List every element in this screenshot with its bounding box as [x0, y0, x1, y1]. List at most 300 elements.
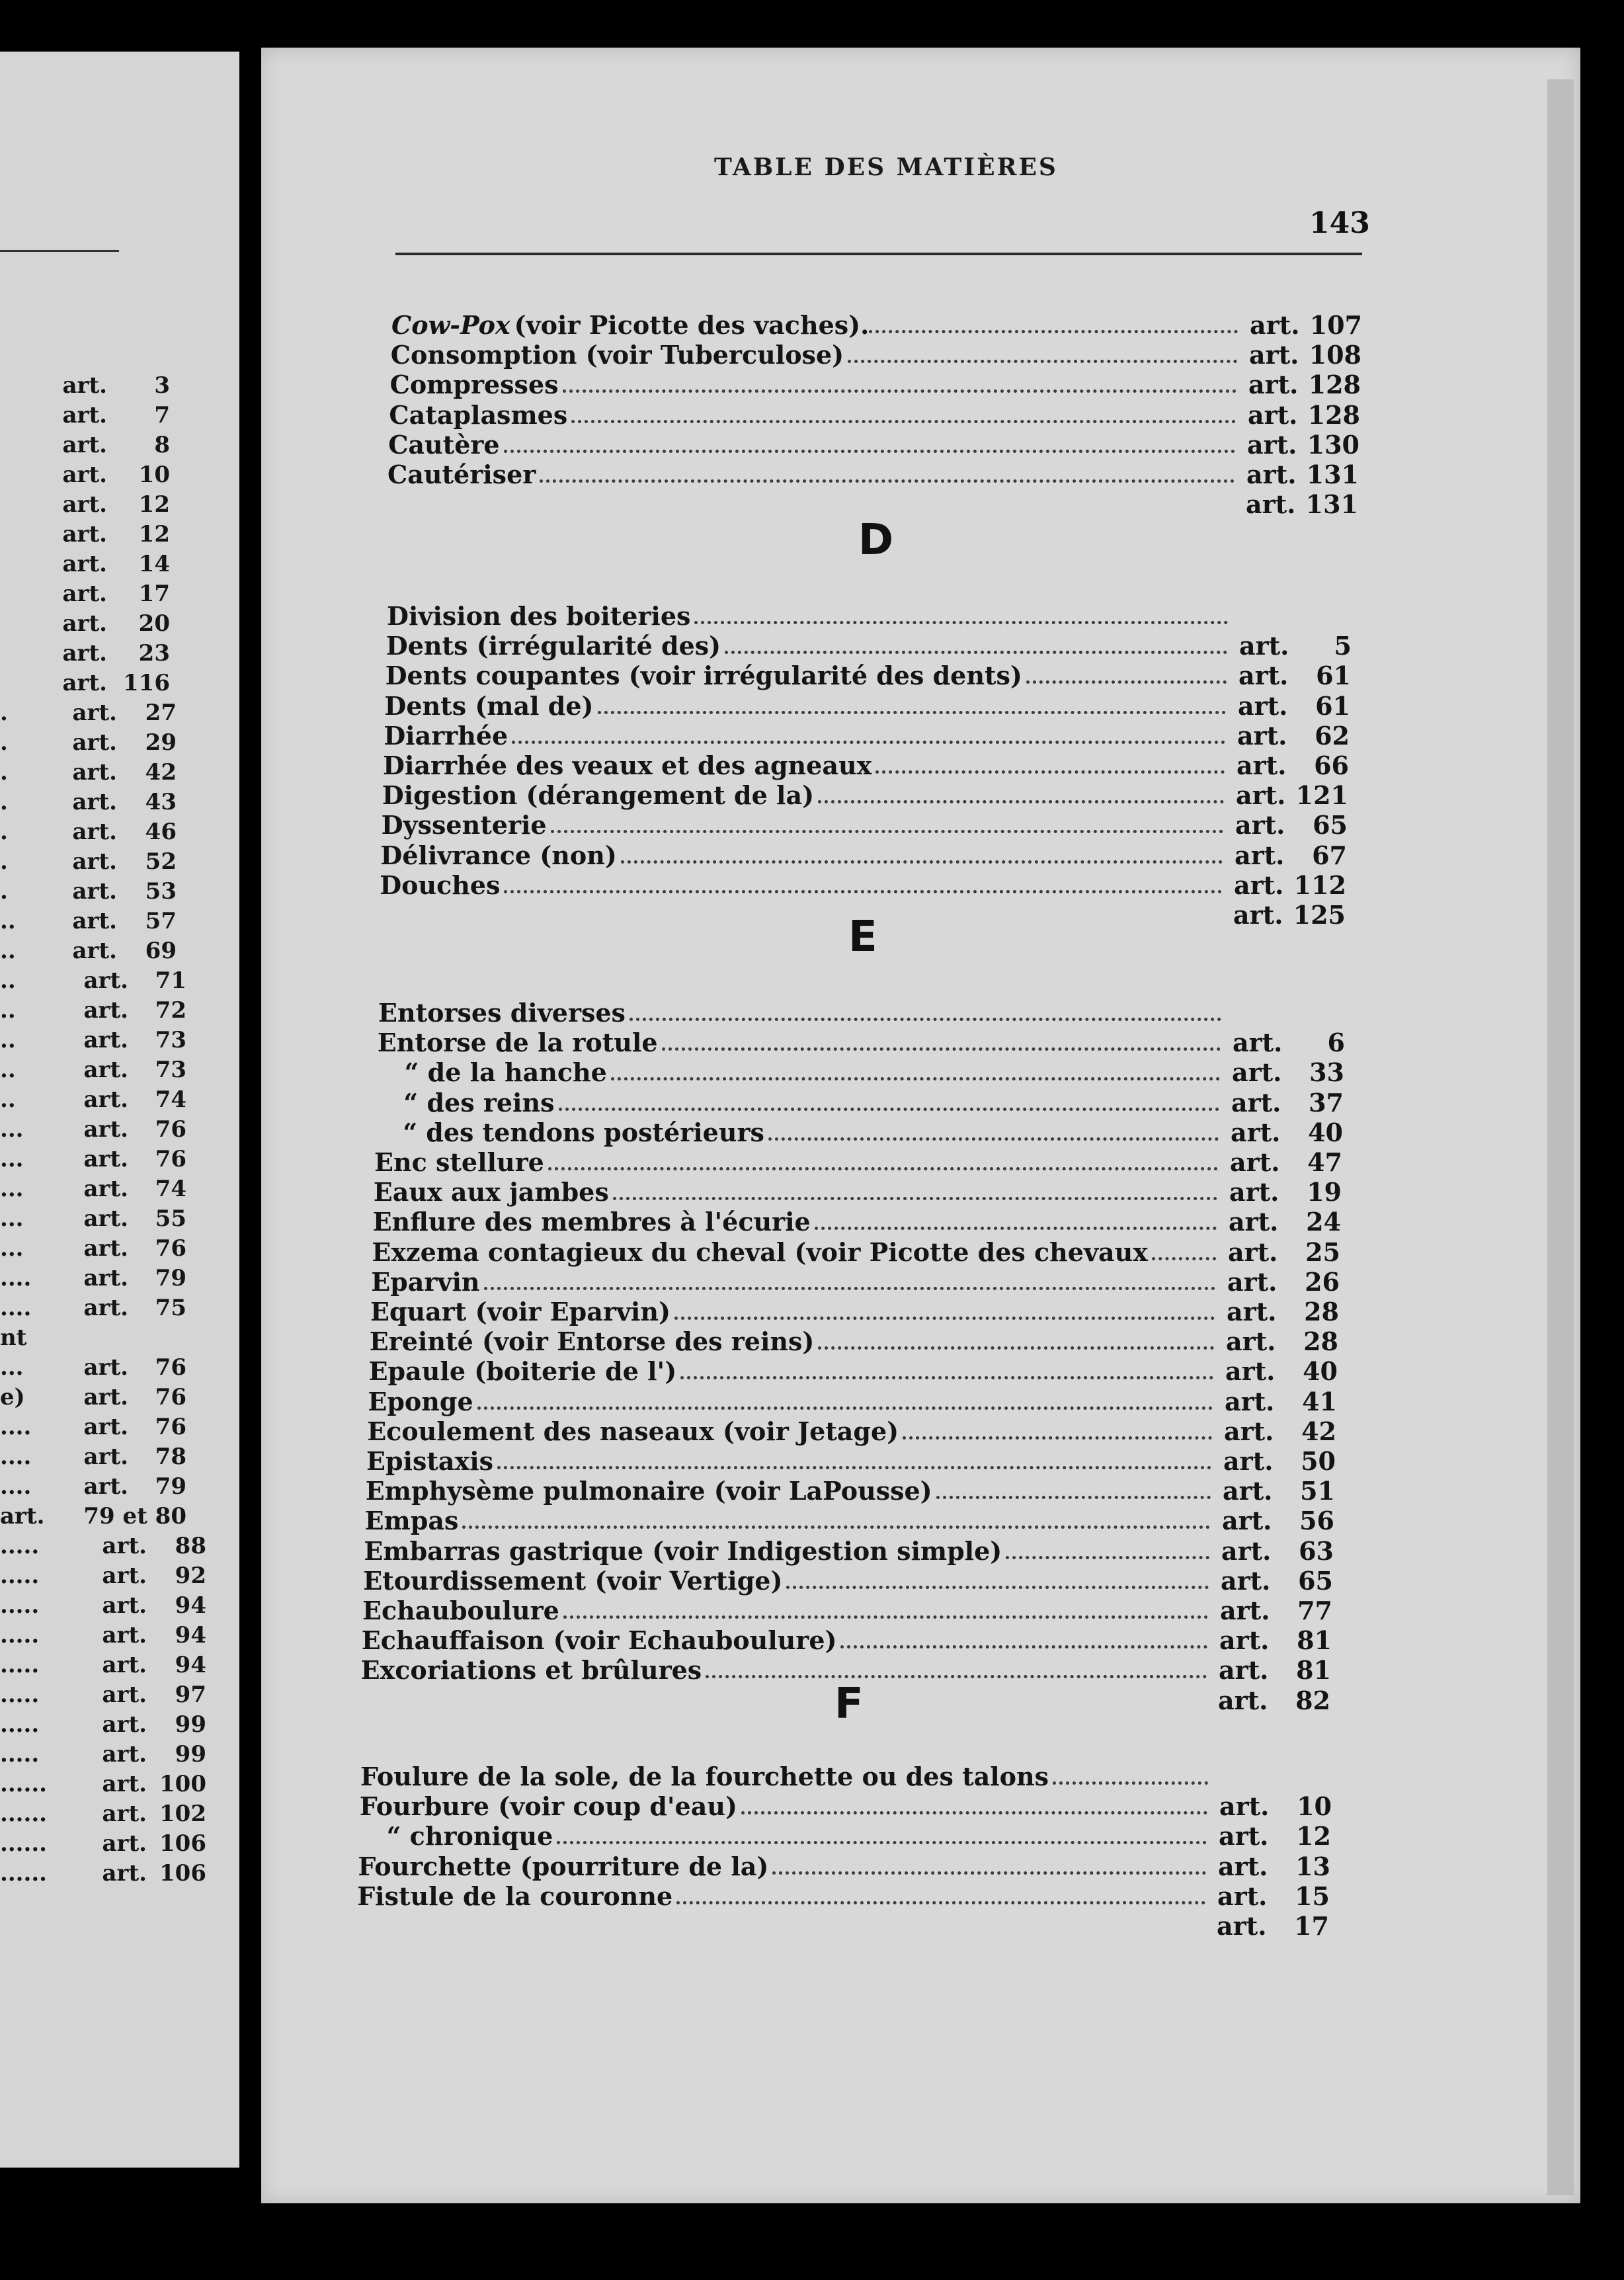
left-index-row	[0, 1473, 239, 1500]
index-entry	[360, 1762, 1332, 1791]
entry-label-suffix: (voir Picotte des vaches).	[514, 310, 870, 340]
dot-leader	[903, 1436, 1212, 1440]
dot-leader	[557, 1841, 1207, 1844]
dot-leader	[1006, 1556, 1209, 1559]
left-row-prefix: ..	[0, 908, 16, 934]
left-row-number: 76	[155, 1235, 186, 1262]
left-row-number: 74	[155, 1176, 186, 1202]
entry-label: Etourdissement (voir Vertige)	[363, 1565, 783, 1596]
dot-leader	[1026, 680, 1227, 684]
left-row-number: 57	[145, 908, 177, 934]
entry-art: art.	[1217, 1881, 1268, 1911]
entry-reference	[1207, 1821, 1331, 1851]
entry-art: art.	[1231, 1057, 1282, 1088]
dot-leader	[484, 1287, 1215, 1290]
entry-number: 77	[1297, 1596, 1332, 1625]
left-row-number: 3	[154, 372, 170, 399]
running-head: TABLE DES MATIÈRES	[714, 153, 1058, 181]
entry-reference	[1238, 310, 1362, 340]
entry-reference	[1237, 340, 1361, 370]
dot-leader	[1152, 1257, 1216, 1260]
entry-art: art.	[1233, 900, 1283, 930]
entry-label: Cautériser	[387, 460, 536, 489]
previous-page-rule	[0, 250, 119, 252]
index-entry	[366, 1477, 1335, 1506]
left-index-row	[0, 967, 239, 994]
entry-reference	[1211, 1446, 1336, 1476]
left-row-number: 20	[138, 610, 170, 637]
index-entry	[391, 341, 1361, 370]
left-row-prefix: ...	[0, 1235, 24, 1262]
entry-number: 128	[1307, 399, 1360, 430]
left-row-number: 69	[145, 938, 177, 964]
left-row-number: 79 et 80	[83, 1503, 186, 1529]
left-row-prefix: art.	[0, 1503, 45, 1529]
left-row-art: art.	[83, 1116, 128, 1143]
entry-number: 41	[1302, 1386, 1337, 1416]
entry-label: Cataplasmes	[389, 399, 568, 430]
left-row-prefix: .	[0, 729, 8, 756]
entry-reference	[1211, 1476, 1335, 1506]
left-row-number: 102	[159, 1801, 206, 1827]
entry-reference	[1221, 1028, 1345, 1057]
left-row-art: art.	[62, 551, 107, 577]
entry-art: art.	[1230, 1147, 1280, 1177]
entry-art: art.	[1223, 1446, 1274, 1476]
left-row-art: art.	[72, 729, 117, 756]
entry-label: Enflure des membres à l'écurie	[372, 1207, 811, 1237]
entry-reference	[1214, 1326, 1338, 1356]
entry-art: art.	[1231, 1087, 1281, 1118]
left-row-number: 29	[145, 729, 177, 756]
entry-reference	[1223, 810, 1348, 840]
index-entry	[373, 1207, 1341, 1237]
left-row-art: art.	[102, 1860, 147, 1887]
entry-art: art.	[1217, 1685, 1268, 1715]
entry-number: 63	[1299, 1535, 1334, 1566]
left-row-prefix: ......	[0, 1830, 48, 1857]
entry-label: Foulure de la sole, de la fourchette ou des talons	[360, 1762, 1049, 1791]
entry-number: 108	[1309, 340, 1361, 370]
left-row-art: art.	[102, 1592, 147, 1619]
entry-number: 61	[1315, 690, 1350, 721]
left-index-row	[0, 1146, 239, 1172]
index-entry	[380, 841, 1347, 870]
index-entry	[371, 1268, 1340, 1297]
left-index-row	[0, 1652, 239, 1678]
left-row-number: 88	[175, 1533, 206, 1559]
left-row-prefix: .	[0, 789, 8, 815]
entry-art: art.	[1225, 1356, 1276, 1387]
entry-reference	[1217, 1177, 1342, 1207]
left-row-art: art.	[62, 581, 107, 607]
dot-leader	[676, 1901, 1205, 1904]
left-index-row	[0, 997, 239, 1024]
index-entry	[389, 401, 1360, 430]
left-row-prefix: ....	[0, 1265, 32, 1291]
entry-label: Echauffaison (voir Echauboulure)	[361, 1625, 837, 1656]
index-entry	[390, 370, 1361, 399]
left-row-number: 52	[145, 848, 177, 875]
left-row-prefix: ......	[0, 1771, 48, 1797]
left-row-art: art.	[83, 1176, 128, 1202]
entry-reference	[1223, 840, 1347, 870]
left-row-number: 7	[154, 402, 170, 428]
entry-reference	[1215, 1297, 1339, 1326]
index-entry	[375, 1118, 1343, 1147]
entry-reference	[1225, 721, 1350, 751]
left-row-prefix: ..	[0, 1027, 16, 1053]
dot-leader	[611, 1077, 1220, 1080]
left-row-number: 79	[155, 1265, 186, 1291]
left-row-number: 97	[175, 1682, 206, 1708]
left-row-prefix: .	[0, 759, 8, 786]
left-index-row	[0, 521, 239, 548]
entry-label: “ des tendons postérieurs	[403, 1117, 764, 1147]
index-entry	[362, 1626, 1332, 1655]
section-letter: D	[858, 516, 894, 565]
dot-leader	[848, 360, 1237, 363]
index-entry	[365, 1506, 1334, 1535]
left-row-art: art.	[83, 1057, 128, 1083]
left-row-art: art.	[83, 1086, 128, 1113]
entry-reference	[1237, 370, 1361, 399]
entry-number: 24	[1306, 1207, 1341, 1237]
left-index-row	[0, 1801, 239, 1827]
index-entry	[388, 430, 1360, 460]
entry-number: 107	[1309, 310, 1362, 340]
left-row-number: 76	[155, 1384, 186, 1410]
dot-leader	[680, 1376, 1213, 1379]
dot-leader	[462, 1526, 1210, 1529]
dot-leader	[815, 1227, 1217, 1230]
left-index-row	[0, 938, 239, 964]
left-row-prefix: ......	[0, 1860, 48, 1887]
entry-art: art.	[1219, 1625, 1270, 1656]
dot-leader	[598, 711, 1226, 714]
index-entry	[370, 1297, 1339, 1326]
left-index-row	[0, 1860, 239, 1887]
left-row-art: art.	[83, 1414, 128, 1440]
left-row-prefix: ....	[0, 1414, 32, 1440]
entry-label: Dents (irrégularité des)	[386, 631, 721, 661]
index-entry	[384, 721, 1350, 751]
dot-leader	[548, 1167, 1218, 1170]
entry-art: art.	[1227, 1266, 1278, 1297]
index-entry	[391, 311, 1362, 340]
entry-art: art.	[1238, 661, 1289, 691]
entry-art: art.	[1217, 1911, 1267, 1941]
left-row-art: art.	[102, 1652, 147, 1678]
left-row-number: 75	[155, 1295, 186, 1321]
entry-reference	[1227, 631, 1352, 661]
dot-leader	[875, 770, 1225, 774]
entry-reference	[1216, 1237, 1340, 1267]
entry-art: art.	[1245, 489, 1296, 520]
left-row-prefix: ...	[0, 1205, 24, 1232]
dot-leader	[621, 860, 1223, 864]
entry-number: 65	[1298, 1565, 1333, 1596]
left-row-prefix: .....	[0, 1682, 40, 1708]
left-row-art: art.	[83, 997, 128, 1024]
left-row-number: 78	[155, 1444, 186, 1470]
entry-number: 28	[1303, 1326, 1338, 1357]
section-letter: F	[834, 1680, 864, 1729]
entry-reference	[1208, 1596, 1332, 1625]
left-row-number: 94	[175, 1622, 206, 1649]
left-row-number: 76	[155, 1146, 186, 1172]
entry-reference	[1207, 1655, 1331, 1685]
entry-art: art.	[1250, 310, 1300, 340]
left-index-row	[0, 1205, 239, 1232]
entry-reference	[1227, 661, 1351, 690]
left-row-number: 76	[155, 1354, 186, 1381]
left-index-row	[0, 1682, 239, 1708]
left-index-row	[0, 1771, 239, 1797]
entry-number: 131	[1305, 489, 1358, 520]
entry-label: Ecoulement des naseaux (voir Jetage)	[367, 1416, 899, 1446]
entry-art: art.	[1222, 1476, 1273, 1506]
dot-leader	[772, 1871, 1206, 1875]
entry-label: Excoriations et brûlures	[360, 1655, 702, 1686]
dot-leader	[504, 450, 1235, 453]
entry-art: art.	[1220, 1565, 1271, 1596]
left-row-prefix: .....	[0, 1652, 40, 1678]
entry-label: Dents coupantes (voir irrégularité des dents)	[385, 661, 1022, 691]
left-row-number: 106	[159, 1860, 206, 1887]
entry-art: art.	[1238, 631, 1289, 661]
left-row-number: 12	[138, 491, 170, 518]
entry-reference	[1215, 1267, 1340, 1297]
left-index-row	[0, 1563, 239, 1589]
left-index-row	[0, 1027, 239, 1053]
left-row-art: art.	[62, 372, 107, 399]
left-row-number: 42	[145, 759, 177, 786]
left-index-row	[0, 700, 239, 726]
entry-number: 61	[1316, 661, 1351, 691]
left-row-art: art.	[62, 402, 107, 428]
dot-leader	[706, 1675, 1207, 1678]
left-index-row	[0, 1295, 239, 1321]
dot-leader	[559, 1108, 1219, 1111]
left-row-prefix: ....	[0, 1444, 32, 1470]
index-entry	[384, 692, 1350, 721]
left-row-art: art.	[72, 700, 117, 726]
index-entry	[370, 1327, 1338, 1356]
entry-reference	[1219, 1088, 1344, 1118]
entry-label: Epaule (boiterie de l')	[368, 1356, 677, 1387]
dot-leader	[563, 1615, 1208, 1619]
left-index-row	[0, 432, 239, 458]
left-index-row	[0, 1622, 239, 1649]
left-row-prefix: ...	[0, 1354, 24, 1381]
left-row-prefix: e)	[0, 1384, 25, 1410]
left-row-art: art.	[72, 848, 117, 875]
index-entry	[358, 1852, 1330, 1881]
entry-number: 10	[1297, 1791, 1332, 1822]
dot-leader	[694, 621, 1228, 624]
left-index-row	[0, 581, 239, 607]
entry-reference	[1220, 1057, 1344, 1087]
entry-number: 17	[1294, 1911, 1329, 1941]
entry-label: Equart (voir Eparvin)	[370, 1297, 670, 1326]
left-row-prefix: ..	[0, 1057, 16, 1083]
left-index-row	[0, 402, 239, 428]
left-row-art: art.	[102, 1533, 147, 1559]
left-row-prefix: .....	[0, 1563, 40, 1589]
index-entry	[363, 1567, 1333, 1596]
entry-art: art.	[1227, 1237, 1278, 1267]
dot-leader	[563, 389, 1237, 393]
left-index-row	[0, 640, 239, 667]
left-row-art: art.	[102, 1830, 147, 1857]
left-row-art: art.	[72, 759, 117, 786]
dot-leader	[551, 830, 1223, 833]
left-row-art: art.	[83, 1384, 128, 1410]
entry-number: 51	[1300, 1476, 1335, 1506]
left-row-prefix: .....	[0, 1711, 40, 1738]
entry-reference	[1217, 1207, 1341, 1237]
entry-label: Dents (mal de)	[384, 690, 594, 721]
left-index-row	[0, 1354, 239, 1381]
entry-art: art.	[1229, 1177, 1279, 1207]
left-index-row	[0, 819, 239, 845]
left-row-art: art.	[83, 1444, 128, 1470]
dot-leader	[725, 651, 1227, 654]
entry-label: Eponge	[368, 1386, 473, 1416]
index-entry	[372, 1238, 1340, 1267]
entry-art: art.	[1232, 1028, 1283, 1058]
entry-number: 62	[1315, 720, 1350, 751]
entry-reference	[1207, 1625, 1332, 1655]
entry-number: 56	[1299, 1506, 1334, 1536]
left-row-art: art.	[62, 670, 107, 696]
left-index-row	[0, 1235, 239, 1262]
entry-number: 13	[1295, 1851, 1330, 1881]
entry-art: art.	[1220, 1596, 1270, 1625]
dot-leader	[869, 330, 1238, 333]
index-entry	[377, 1058, 1344, 1087]
entry-label: “ de la hanche	[404, 1057, 607, 1088]
dot-leader	[629, 1018, 1221, 1021]
left-row-number: 10	[138, 462, 170, 488]
index-entry	[380, 871, 1346, 900]
index-entry	[378, 1028, 1345, 1057]
left-index-row	[0, 759, 239, 786]
left-row-art: art.	[62, 610, 107, 637]
left-row-art: art.	[83, 1354, 128, 1381]
left-row-art: art.	[102, 1622, 147, 1649]
left-row-number: 43	[145, 789, 177, 815]
entry-art: art.	[1224, 1386, 1275, 1416]
left-row-art: art.	[102, 1771, 147, 1797]
left-row-art: art.	[72, 908, 117, 934]
entry-number: 65	[1313, 810, 1348, 840]
page-edge	[1547, 79, 1574, 2195]
dot-leader	[936, 1496, 1211, 1499]
index-entry	[362, 1596, 1332, 1625]
left-row-prefix: .	[0, 878, 8, 905]
left-row-number: 12	[138, 521, 170, 548]
left-index-row	[0, 1086, 239, 1113]
entry-number: 131	[1306, 460, 1359, 489]
left-row-prefix: ......	[0, 1801, 48, 1827]
left-row-number: 72	[155, 997, 186, 1024]
entry-reference	[1205, 1911, 1329, 1941]
entry-label: Compresses	[389, 370, 559, 400]
entry-reference	[1207, 1791, 1332, 1821]
entry-label: Fistule de la couronne	[357, 1881, 673, 1911]
left-row-art: art.	[83, 1146, 128, 1172]
index-entry	[387, 602, 1352, 631]
page-number: 143	[1309, 206, 1370, 240]
left-index-row	[0, 1057, 239, 1083]
left-row-prefix: ...	[0, 1146, 24, 1172]
dot-leader	[818, 1346, 1214, 1350]
left-row-art: art.	[102, 1801, 147, 1827]
entry-reference	[1213, 1387, 1337, 1416]
entry-reference	[1209, 1536, 1334, 1566]
entry-number: 15	[1295, 1881, 1330, 1911]
left-row-number: 27	[145, 700, 177, 726]
entry-number: 37	[1309, 1087, 1344, 1118]
entry-label: Emphysème pulmonaire (voir LaPousse)	[365, 1476, 932, 1506]
entry-label: Division des boiteries	[387, 601, 691, 631]
entry-art: art.	[1227, 1297, 1277, 1326]
left-index-row	[0, 1265, 239, 1291]
left-row-number: 71	[155, 967, 186, 994]
entry-reference	[1210, 1506, 1334, 1535]
entry-number: 28	[1304, 1297, 1339, 1326]
entry-label: Embarras gastrique (voir Indigestion simple)	[364, 1535, 1002, 1566]
left-row-art: art.	[102, 1682, 147, 1708]
left-row-number: 99	[175, 1711, 206, 1738]
entry-label: Cautère	[388, 429, 500, 460]
left-row-art: art.	[83, 1473, 128, 1500]
entry-number: 112	[1293, 870, 1346, 900]
entry-label: Eaux aux jambes	[373, 1177, 609, 1207]
left-row-art: art.	[83, 1205, 128, 1232]
left-row-prefix: .....	[0, 1533, 40, 1559]
entry-number: 125	[1293, 900, 1346, 930]
entry-number: 19	[1307, 1177, 1342, 1207]
dot-leader	[571, 420, 1236, 423]
entry-number: 130	[1307, 429, 1360, 460]
left-row-prefix: .	[0, 848, 8, 875]
left-row-number: 106	[159, 1830, 206, 1857]
left-index-row	[0, 551, 239, 577]
previous-page	[0, 52, 239, 2168]
entry-number: 128	[1308, 370, 1361, 400]
entry-reference	[1221, 900, 1346, 930]
left-index-row	[0, 908, 239, 934]
index-entry	[367, 1417, 1336, 1446]
index-entry	[369, 1357, 1338, 1386]
section-letter: E	[848, 913, 877, 961]
left-row-art: art.	[83, 1027, 128, 1053]
entry-art: art.	[1233, 870, 1284, 900]
left-index-row	[0, 462, 239, 488]
index-entry	[374, 1178, 1342, 1207]
left-index-row	[0, 1116, 239, 1143]
entry-art: art.	[1225, 1326, 1276, 1357]
left-row-prefix: .....	[0, 1592, 40, 1619]
entry-number: 40	[1303, 1356, 1338, 1387]
left-index-row	[0, 610, 239, 637]
entry-number: 26	[1305, 1266, 1340, 1297]
left-index-row	[0, 878, 239, 905]
left-index-row	[0, 1830, 239, 1857]
